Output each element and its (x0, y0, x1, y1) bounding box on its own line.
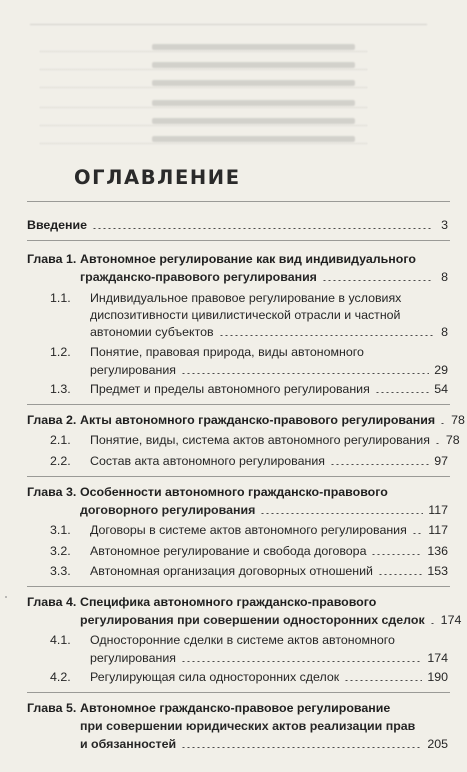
dot-leader (375, 392, 429, 393)
page-number: 117 (428, 523, 448, 537)
page-number: 8 (441, 325, 448, 339)
page-number: 153 (427, 564, 448, 578)
toc-section-2-2[interactable] (50, 452, 448, 470)
dot-leader (181, 661, 422, 662)
toc-chapter-5-cont[interactable] (80, 735, 448, 753)
section-title: автономии субъектов (90, 325, 214, 339)
toc-section-4-1-cont[interactable] (90, 649, 448, 667)
toc-section-3-1[interactable] (50, 521, 448, 539)
toc-section-1-1[interactable] (50, 289, 448, 307)
dot-leader (435, 443, 441, 444)
page-number: 54 (434, 382, 448, 396)
ghost-line (40, 44, 367, 52)
section-number: 4.2. (50, 670, 71, 684)
dot-leader (92, 228, 433, 229)
section-divider (27, 240, 450, 241)
page-number: 78 (451, 413, 465, 427)
section-number: 1.1. (50, 291, 71, 305)
dot-leader (430, 623, 436, 624)
toc-section-2-1[interactable] (50, 431, 460, 449)
ghost-rule (30, 24, 427, 25)
toc-section-1-2-cont[interactable] (90, 361, 448, 379)
toc-chapter-4[interactable] (27, 593, 448, 611)
dot-leader (219, 335, 433, 336)
toc-section-1-3[interactable] (50, 380, 448, 398)
toc-section-1-1-cont (90, 306, 448, 324)
dot-leader (371, 554, 422, 555)
ghost-line (40, 100, 367, 108)
page-number: 174 (440, 613, 462, 627)
chapter-number: Глава 2. (27, 413, 77, 427)
section-title: Договоры в системе актов автономного регулирования (90, 523, 407, 537)
section-title: Односторонние сделки в системе актов автономного (90, 633, 395, 647)
page-number: 174 (427, 651, 448, 665)
page-title: ОГЛАВЛЕНИЕ (74, 166, 241, 189)
page-number: 117 (428, 503, 448, 517)
ghost-line (40, 136, 367, 144)
section-title: диспозитивности цивилистической отрасли и частной (90, 308, 401, 322)
section-title: Индивидуальное правовое регулирование в условиях (90, 291, 402, 305)
chapter-number: Глава 4. (27, 595, 77, 609)
chapter-title: гражданско-правового регулирования (80, 270, 317, 284)
page-number: 205 (427, 737, 448, 751)
section-divider (27, 476, 450, 477)
paper-speck (5, 596, 7, 598)
section-number: 3.2. (50, 544, 71, 558)
dot-leader (181, 747, 422, 748)
section-number: 2.1. (50, 433, 71, 447)
toc-chapter-1[interactable] (27, 250, 448, 268)
toc-entry-intro[interactable] (27, 216, 448, 234)
dot-leader (440, 423, 446, 424)
section-title: Регулирующая сила односторонних сделок (90, 670, 340, 684)
page-number: 136 (427, 544, 448, 558)
page-number: 78 (445, 433, 460, 447)
toc-chapter-5-cont (80, 717, 448, 735)
chapter-title: договорного регулирования (80, 503, 256, 517)
page-number: 97 (434, 454, 448, 468)
section-title: регулирования (90, 651, 176, 665)
ghost-line (40, 62, 367, 70)
section-title: Понятие, правовая природа, виды автономного (90, 345, 364, 359)
toc-section-4-1[interactable] (50, 631, 448, 649)
chapter-title: регулирования при совершении односторонних сделок (80, 613, 425, 627)
section-number: 2.2. (50, 454, 71, 468)
chapter-title: Специфика автономного гражданско-правового (80, 595, 377, 609)
section-number: 1.2. (50, 345, 71, 359)
section-divider (27, 586, 450, 587)
toc-chapter-2[interactable] (27, 411, 465, 429)
toc-section-4-2[interactable] (50, 668, 448, 686)
ghost-line (40, 118, 367, 126)
chapter-title: и обязанностей (80, 737, 177, 751)
chapter-title: Автономное регулирование как вид индивидуального (80, 252, 416, 266)
dot-leader (260, 513, 423, 514)
page-number: 3 (441, 218, 448, 232)
toc-chapter-1-cont[interactable] (80, 268, 448, 286)
dot-leader (322, 280, 433, 281)
section-title: Автономное регулирование и свобода договора (90, 544, 367, 558)
chapter-number: Глава 3. (27, 485, 77, 499)
chapter-title: Особенности автономного гражданско-правового (80, 485, 388, 499)
dot-leader (344, 680, 422, 681)
section-title: Понятие, виды, система актов автономного регулирования (90, 433, 430, 447)
page-number: 190 (427, 670, 448, 684)
dot-leader (412, 533, 423, 534)
section-number: 3.1. (50, 523, 71, 537)
chapter-title: при совершении юридических актов реализации прав (80, 719, 416, 733)
toc-chapter-5[interactable] (27, 699, 448, 717)
section-number: 3.3. (50, 564, 71, 578)
dot-leader (181, 373, 429, 374)
toc-section-3-3[interactable] (50, 562, 448, 580)
toc-chapter-3[interactable] (27, 483, 448, 501)
section-number: 4.1. (50, 633, 71, 647)
ghost-line (40, 80, 367, 88)
title-divider (27, 201, 450, 202)
section-number: 1.3. (50, 382, 71, 396)
toc-chapter-4-cont[interactable] (80, 611, 462, 629)
section-title: Автономная организация договорных отношений (90, 564, 373, 578)
page-number: 8 (441, 270, 448, 284)
page-number: 29 (434, 363, 448, 377)
intro-label: Введение (27, 218, 88, 232)
toc-section-1-1-cont[interactable] (90, 323, 448, 341)
chapter-title: Автономное гражданско-правовое регулирование (80, 701, 391, 715)
toc-section-3-2[interactable] (50, 542, 448, 560)
toc-chapter-3-cont[interactable] (80, 501, 448, 519)
section-title: регулирования (90, 363, 176, 377)
dot-leader (330, 464, 429, 465)
chapter-title: Акты автономного гражданско-правового регулирования (80, 413, 436, 427)
section-title: Состав акта автономного регулирования (90, 454, 325, 468)
section-divider (27, 692, 450, 693)
toc-section-1-2[interactable] (50, 343, 448, 361)
section-title: Предмет и пределы автономного регулирования (90, 382, 370, 396)
section-divider (27, 404, 450, 405)
chapter-number: Глава 5. (27, 701, 77, 715)
chapter-number: Глава 1. (27, 252, 77, 266)
dot-leader (378, 574, 422, 575)
bleed-through-previous-page (0, 0, 467, 160)
